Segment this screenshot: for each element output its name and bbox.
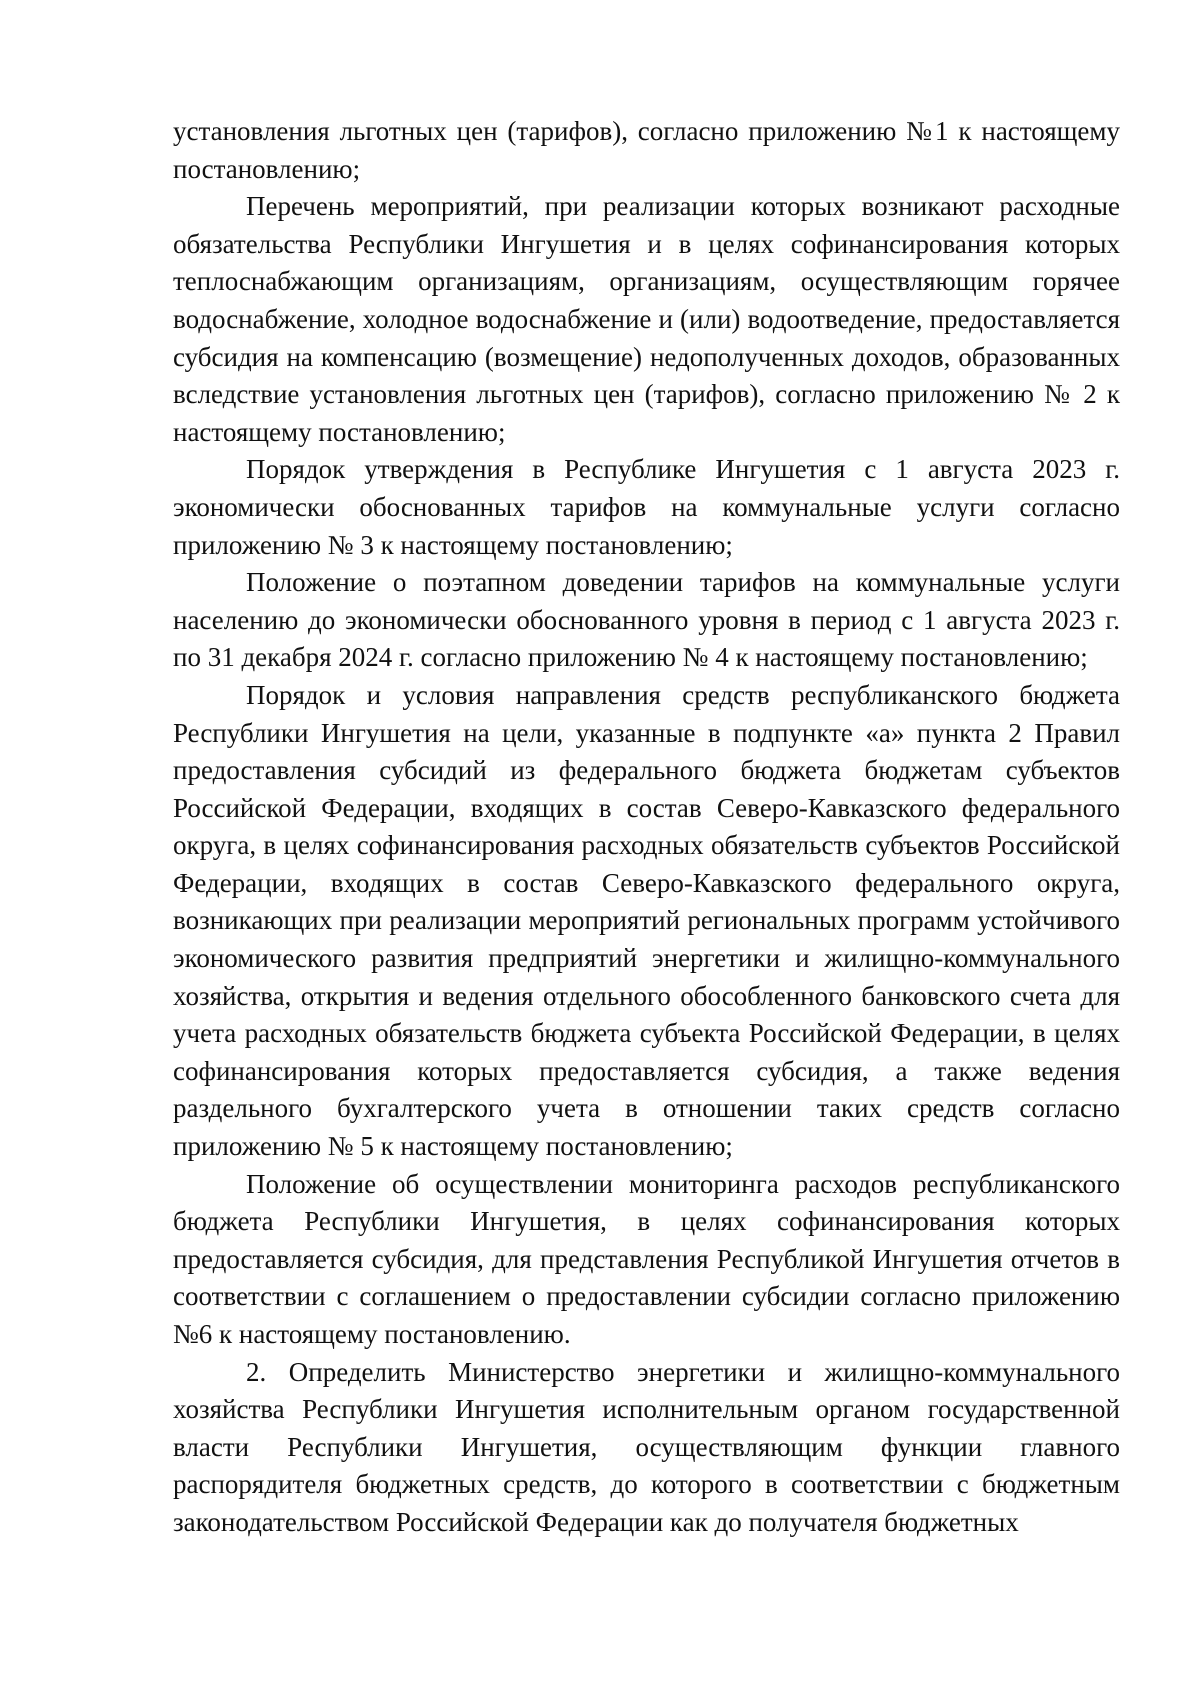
paragraph-continuation: установления льготных цен (тарифов), согласно приложению №1 к настоящему постановлению; — [173, 116, 1120, 184]
paragraph-clause-2: 2. Определить Министерство энергетики и жилищно-коммунального хозяйства Республики Ингушетия исполнительным органом государственной власти Республики Ингушетия, осуществляющим функции главного распорядителя бюджетных средств, до которого в соответствии с бюджетным законодательством Российской Федерации как до получателя бюджетных — [173, 1356, 1120, 1537]
paragraph-activities-list: Перечень мероприятий, при реализации которых возникают расходные обязательства Республики Ингушетия и в целях софинансирования которых теплоснабжающим организациям, организациям, осуществляющим горячее водоснабжение, холодное водоснабжение и (или) водоотведение, предоставляется субсидия на компенсацию (возмещение) недополученных доходов, образованных вследствие установления льготных цен (тарифов), согласно приложению № 2 к настоящему постановлению; — [173, 191, 1120, 447]
paragraph-tariff-approval-order: Порядок утверждения в Республике Ингушетия с 1 августа 2023 г. экономически обоснованных тарифов на коммунальные услуги согласно приложению № 3 к настоящему постановлению; — [173, 454, 1120, 560]
paragraph-funds-direction-order: Порядок и условия направления средств республиканского бюджета Республики Ингушетия на цели, указанные в подпункте «а» пункта 2 Правил предоставления субсидий из федерального бюджета бюджетам субъектов Российской Федерации, входящих в состав Северо-Кавказского федерального округа, в целях софинансирования расходных обязательств субъектов Российской Федерации, входящих в состав Северо-Кавказского федерального округа, возникающих при реализации мероприятий региональных программ устойчивого экономического развития предприятий энергетики и жилищно-коммунального хозяйства, открытия и ведения отдельного обособленного банковского счета для учета расходных обязательств бюджета субъекта Российской Федерации, в целях софинансирования которых предоставляется субсидия, а также ведения раздельного бухгалтерского учета в отношении таких средств согласно приложению № 5 к настоящему постановлению; — [173, 679, 1120, 1162]
document-page — [173, 113, 1120, 1542]
paragraph-tariff-phasing-regulation: Положение о поэтапном доведении тарифов на коммунальные услуги населению до экономически обоснованного уровня в период с 1 августа 2023 г. по 31 декабря 2024 г. согласно приложению № 4 к настоящему постановлению; — [173, 567, 1120, 673]
paragraph-monitoring-regulation: Положение об осуществлении мониторинга расходов республиканского бюджета Республики Ингушетия, в целях софинансирования которых предоставляется субсидия, для представления Республикой Ингушетия отчетов в соответствии с соглашением о предоставлении субсидии согласно приложению №6 к настоящему постановлению. — [173, 1168, 1120, 1349]
